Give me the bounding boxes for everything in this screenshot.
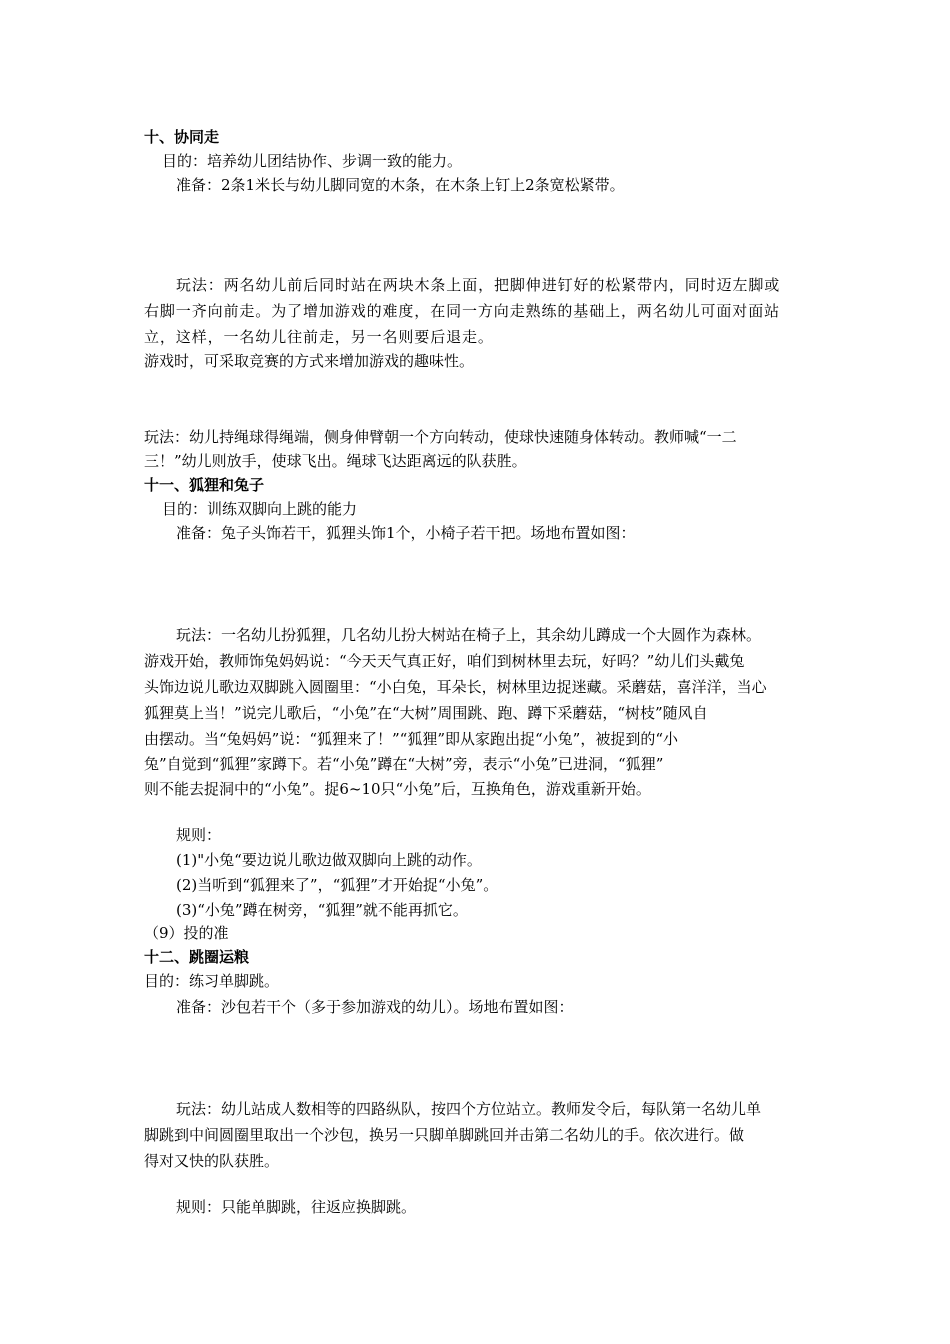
section11-extra: （9）投的准 bbox=[144, 924, 229, 942]
section11-play-line: 游戏开始，教师饰兔妈妈说：“今天天气真正好，咱们到树林里去玩，好吗？”幼儿们头戴兔 bbox=[144, 652, 745, 670]
section10-extra-line: 玩法：幼儿持绳球得绳端，侧身伸臂朝一个方向转动，使球快速随身体转动。教师喊“一二 bbox=[144, 428, 737, 446]
section11-purpose: 目的：训练双脚向上跳的能力 bbox=[162, 500, 358, 518]
section11-play-line: 头饰边说儿歌边双脚跳入圆圈里：“小白兔，耳朵长，树林里边捉迷藏。采蘑菇，喜洋洋，当心 bbox=[144, 678, 767, 696]
section11-play-line: 兔”自觉到“狐狸”家蹲下。若“小兔”蹲在“大树”旁，表示“小兔”已进洞，“狐狸” bbox=[144, 755, 664, 773]
section10-purpose: 目的：培养幼儿团结协作、步调一致的能力。 bbox=[162, 152, 463, 170]
section11-play-line: 则不能去捉洞中的“小兔”。捉6~10只“小兔”后，互换角色，游戏重新开始。 bbox=[144, 780, 651, 798]
section12-prep: 准备：沙包若干个（多于参加游戏的幼儿）。场地布置如图： bbox=[176, 998, 574, 1016]
section12-purpose: 目的：练习单脚跳。 bbox=[144, 972, 280, 990]
section10-title: 十、协同走 bbox=[144, 128, 220, 146]
section12-title: 十二、跳圈运粮 bbox=[144, 948, 250, 966]
section10-play-line: 玩法：两名幼儿前后同时站在两块木条上面，把脚伸进钉好的松紧带内，同时迈左脚或 bbox=[176, 276, 781, 294]
section12-rule: 规则：只能单脚跳，往返应换脚跳。 bbox=[176, 1198, 417, 1216]
section11-prep: 准备：兔子头饰若干，狐狸头饰1个，小椅子若干把。场地布置如图： bbox=[176, 524, 636, 542]
section11-rule: (3)“小兔”蹲在树旁，“狐狸”就不能再抓它。 bbox=[176, 901, 468, 919]
section12-play-line: 得对又快的队获胜。 bbox=[144, 1152, 280, 1170]
section11-play-line: 由摆动。当“兔妈妈”说：“狐狸来了！”“狐狸”即从家跑出捉“小兔”，被捉到的“小 bbox=[144, 730, 679, 748]
section11-rule: (2)当听到“狐狸来了”，“狐狸”才开始捉“小兔”。 bbox=[176, 876, 499, 894]
section11-rule: (1)"小兔“要边说儿歌边做双脚向上跳的动作。 bbox=[176, 851, 482, 869]
section12-play-line: 玩法：幼儿站成人数相等的四路纵队，按四个方位站立。教师发令后，每队第一名幼儿单 bbox=[176, 1100, 762, 1118]
section10-prep: 准备：2条1米长与幼儿脚同宽的木条，在木条上钉上2条宽松紧带。 bbox=[176, 176, 625, 194]
section10-play-line: 游戏时，可采取竞赛的方式来增加游戏的趣味性。 bbox=[144, 352, 475, 370]
section11-title: 十一、狐狸和兔子 bbox=[144, 476, 265, 494]
section10-extra-line: 三！”幼儿则放手，使球飞出。绳球飞达距离远的队获胜。 bbox=[144, 452, 527, 470]
section10-play-line: 右脚一齐向前走。为了增加游戏的难度，在同一方向走熟练的基础上，两名幼儿可面对面站 bbox=[144, 302, 781, 320]
section11-play-line: 玩法：一名幼儿扮狐狸，几名幼儿扮大树站在椅子上，其余幼儿蹲成一个大圆作为森林。 bbox=[176, 626, 762, 644]
section11-play-line: 狐狸莫上当！”说完儿歌后，“小兔”在“大树”周围跳、跑、蹲下采蘑菇，“树枝”随风自 bbox=[144, 704, 708, 722]
section12-play-line: 脚跳到中间圆圈里取出一个沙包，换另一只脚单脚跳回并击第二名幼儿的手。依次进行。做 bbox=[144, 1126, 745, 1144]
section10-play-line: 立，这样，一名幼儿往前走，另一名则要后退走。 bbox=[144, 328, 494, 346]
section11-rules-title: 规则： bbox=[176, 826, 222, 844]
